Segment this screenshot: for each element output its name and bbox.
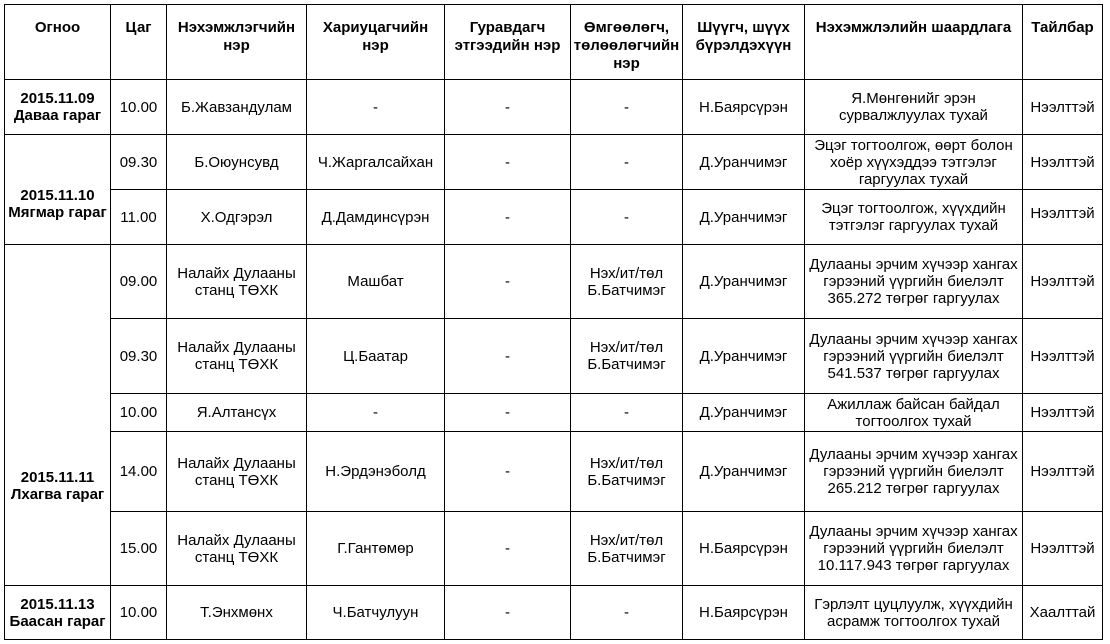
cell-defendant: Машбат	[307, 245, 445, 319]
cell-judge: Д.Уранчимэг	[683, 432, 805, 512]
cell-claim: Ажиллаж байсан байдал тогтоолгох тухай	[805, 394, 1023, 432]
table-row	[5, 586, 1103, 640]
cell-third-party: -	[445, 190, 571, 245]
col-claim: Нэхэмжлэлийн шаардлага	[805, 5, 1023, 80]
cell-third-party: -	[445, 432, 571, 512]
col-time: Цаг	[111, 5, 167, 80]
cell-judge: Д.Уранчимэг	[683, 190, 805, 245]
col-representative: Өмгөөлөгч, төлөөлөгчийн нэр	[571, 5, 683, 80]
cell-representative: -	[571, 135, 683, 190]
cell-plaintiff: Налайх Дулааны станц ТӨХК	[167, 245, 307, 319]
day-date: 2015.11.10 Мягмар гараг	[5, 135, 111, 245]
day-date: 2015.11.13 Баасан гараг	[5, 586, 111, 640]
cell-representative: -	[571, 190, 683, 245]
cell-representative: Нэх/ит/төл Б.Батчимэг	[571, 319, 683, 394]
cell-representative: -	[571, 80, 683, 135]
cell-plaintiff: Налайх Дулааны станц ТӨХК	[167, 512, 307, 586]
cell-third-party: -	[445, 80, 571, 135]
cell-time: 14.00	[111, 432, 167, 512]
cell-representative: Нэх/ит/төл Б.Батчимэг	[571, 432, 683, 512]
cell-judge: Н.Баярсүрэн	[683, 512, 805, 586]
col-third-party: Гуравдагч этгээдийн нэр	[445, 5, 571, 80]
cell-defendant: Д.Дамдинсүрэн	[307, 190, 445, 245]
cell-judge: Н.Баярсүрэн	[683, 586, 805, 640]
table-row	[5, 319, 1103, 394]
cell-note: Нээлттэй	[1023, 80, 1103, 135]
cell-claim: Дулааны эрчим хүчээр хангах гэрээний үүргийн биелэлт 265.212 төгрөг гаргуулах	[805, 432, 1023, 512]
day-date: 2015.11.09 Даваа гараг	[5, 80, 111, 135]
cell-third-party: -	[445, 394, 571, 432]
cell-note: Нээлттэй	[1023, 135, 1103, 190]
cell-representative: -	[571, 586, 683, 640]
cell-plaintiff: Налайх Дулааны станц ТӨХК	[167, 319, 307, 394]
cell-note: Нээлттэй	[1023, 394, 1103, 432]
cell-plaintiff: Налайх Дулааны станц ТӨХК	[167, 432, 307, 512]
cell-plaintiff: Т.Энхмөнх	[167, 586, 307, 640]
cell-third-party: -	[445, 512, 571, 586]
cell-time: 11.00	[111, 190, 167, 245]
cell-time: 10.00	[111, 80, 167, 135]
cell-note: Нээлттэй	[1023, 245, 1103, 319]
col-date: Огноо	[5, 5, 111, 80]
cell-third-party: -	[445, 319, 571, 394]
cell-third-party: -	[445, 245, 571, 319]
cell-claim: Дулааны эрчим хүчээр хангах гэрээний үүргийн биелэлт 365.272 төгрөг гаргуулах	[805, 245, 1023, 319]
cell-defendant: -	[307, 80, 445, 135]
cell-defendant: Ч.Жаргалсайхан	[307, 135, 445, 190]
cell-representative: Нэх/ит/төл Б.Батчимэг	[571, 245, 683, 319]
table-row	[5, 80, 1103, 135]
cell-defendant: Ц.Баатар	[307, 319, 445, 394]
cell-judge: Д.Уранчимэг	[683, 135, 805, 190]
cell-defendant: -	[307, 394, 445, 432]
col-plaintiff: Нэхэмжлэгчийн нэр	[167, 5, 307, 80]
cell-claim: Гэрлэлт цуцлуулж, хүүхдийн асрамж тогтоолгох тухай	[805, 586, 1023, 640]
cell-third-party: -	[445, 135, 571, 190]
cell-time: 09.00	[111, 245, 167, 319]
table-row	[5, 394, 1103, 432]
cell-note: Нээлттэй	[1023, 190, 1103, 245]
cell-time: 09.30	[111, 319, 167, 394]
cell-defendant: Н.Эрдэнэболд	[307, 432, 445, 512]
cell-plaintiff: Я.Алтансүх	[167, 394, 307, 432]
cell-time: 10.00	[111, 394, 167, 432]
cell-claim: Эцэг тогтоолгож, хүүхдийн тэтгэлэг гаргуулах тухай	[805, 190, 1023, 245]
cell-judge: Д.Уранчимэг	[683, 394, 805, 432]
cell-defendant: Ч.Батчулуун	[307, 586, 445, 640]
cell-representative: Нэх/ит/төл Б.Батчимэг	[571, 512, 683, 586]
cell-time: 09.30	[111, 135, 167, 190]
cell-claim: Дулааны эрчим хүчээр хангах гэрээний үүргийн биелэлт 541.537 төгрөг гаргуулах	[805, 319, 1023, 394]
cell-plaintiff: Б.Жавзандулам	[167, 80, 307, 135]
cell-claim: Эцэг тогтоолгож, өөрт болон хоёр хүүхэддээ тэтгэлэг гаргуулах тухай	[805, 135, 1023, 190]
cell-note: Хаалттай	[1023, 586, 1103, 640]
table-row	[5, 190, 1103, 245]
cell-third-party: -	[445, 586, 571, 640]
cell-judge: Н.Баярсүрэн	[683, 80, 805, 135]
cell-representative: -	[571, 394, 683, 432]
cell-note: Нээлттэй	[1023, 512, 1103, 586]
cell-plaintiff: Х.Одгэрэл	[167, 190, 307, 245]
cell-judge: Д.Уранчимэг	[683, 245, 805, 319]
cell-defendant: Г.Гантөмөр	[307, 512, 445, 586]
cell-plaintiff: Б.Оюунсувд	[167, 135, 307, 190]
table-row	[5, 432, 1103, 512]
table-row	[5, 135, 1103, 190]
cell-claim: Я.Мөнгөнийг эрэн сурвалжлуулах тухай	[805, 80, 1023, 135]
cell-time: 10.00	[111, 586, 167, 640]
table-row	[5, 245, 1103, 319]
cell-judge: Д.Уранчимэг	[683, 319, 805, 394]
cell-note: Нээлттэй	[1023, 432, 1103, 512]
col-judge: Шүүгч, шүүх бүрэлдэхүүн	[683, 5, 805, 80]
header-row	[5, 5, 1103, 80]
day-date: 2015.11.11 Лхагва гараг	[5, 245, 111, 586]
table-row	[5, 512, 1103, 586]
cell-time: 15.00	[111, 512, 167, 586]
col-note: Тайлбар	[1023, 5, 1103, 80]
court-schedule-table	[4, 4, 1103, 640]
cell-note: Нээлттэй	[1023, 319, 1103, 394]
cell-claim: Дулааны эрчим хүчээр хангах гэрээний үүргийн биелэлт 10.117.943 төгрөг гаргуулах	[805, 512, 1023, 586]
col-defendant: Хариуцагчийн нэр	[307, 5, 445, 80]
